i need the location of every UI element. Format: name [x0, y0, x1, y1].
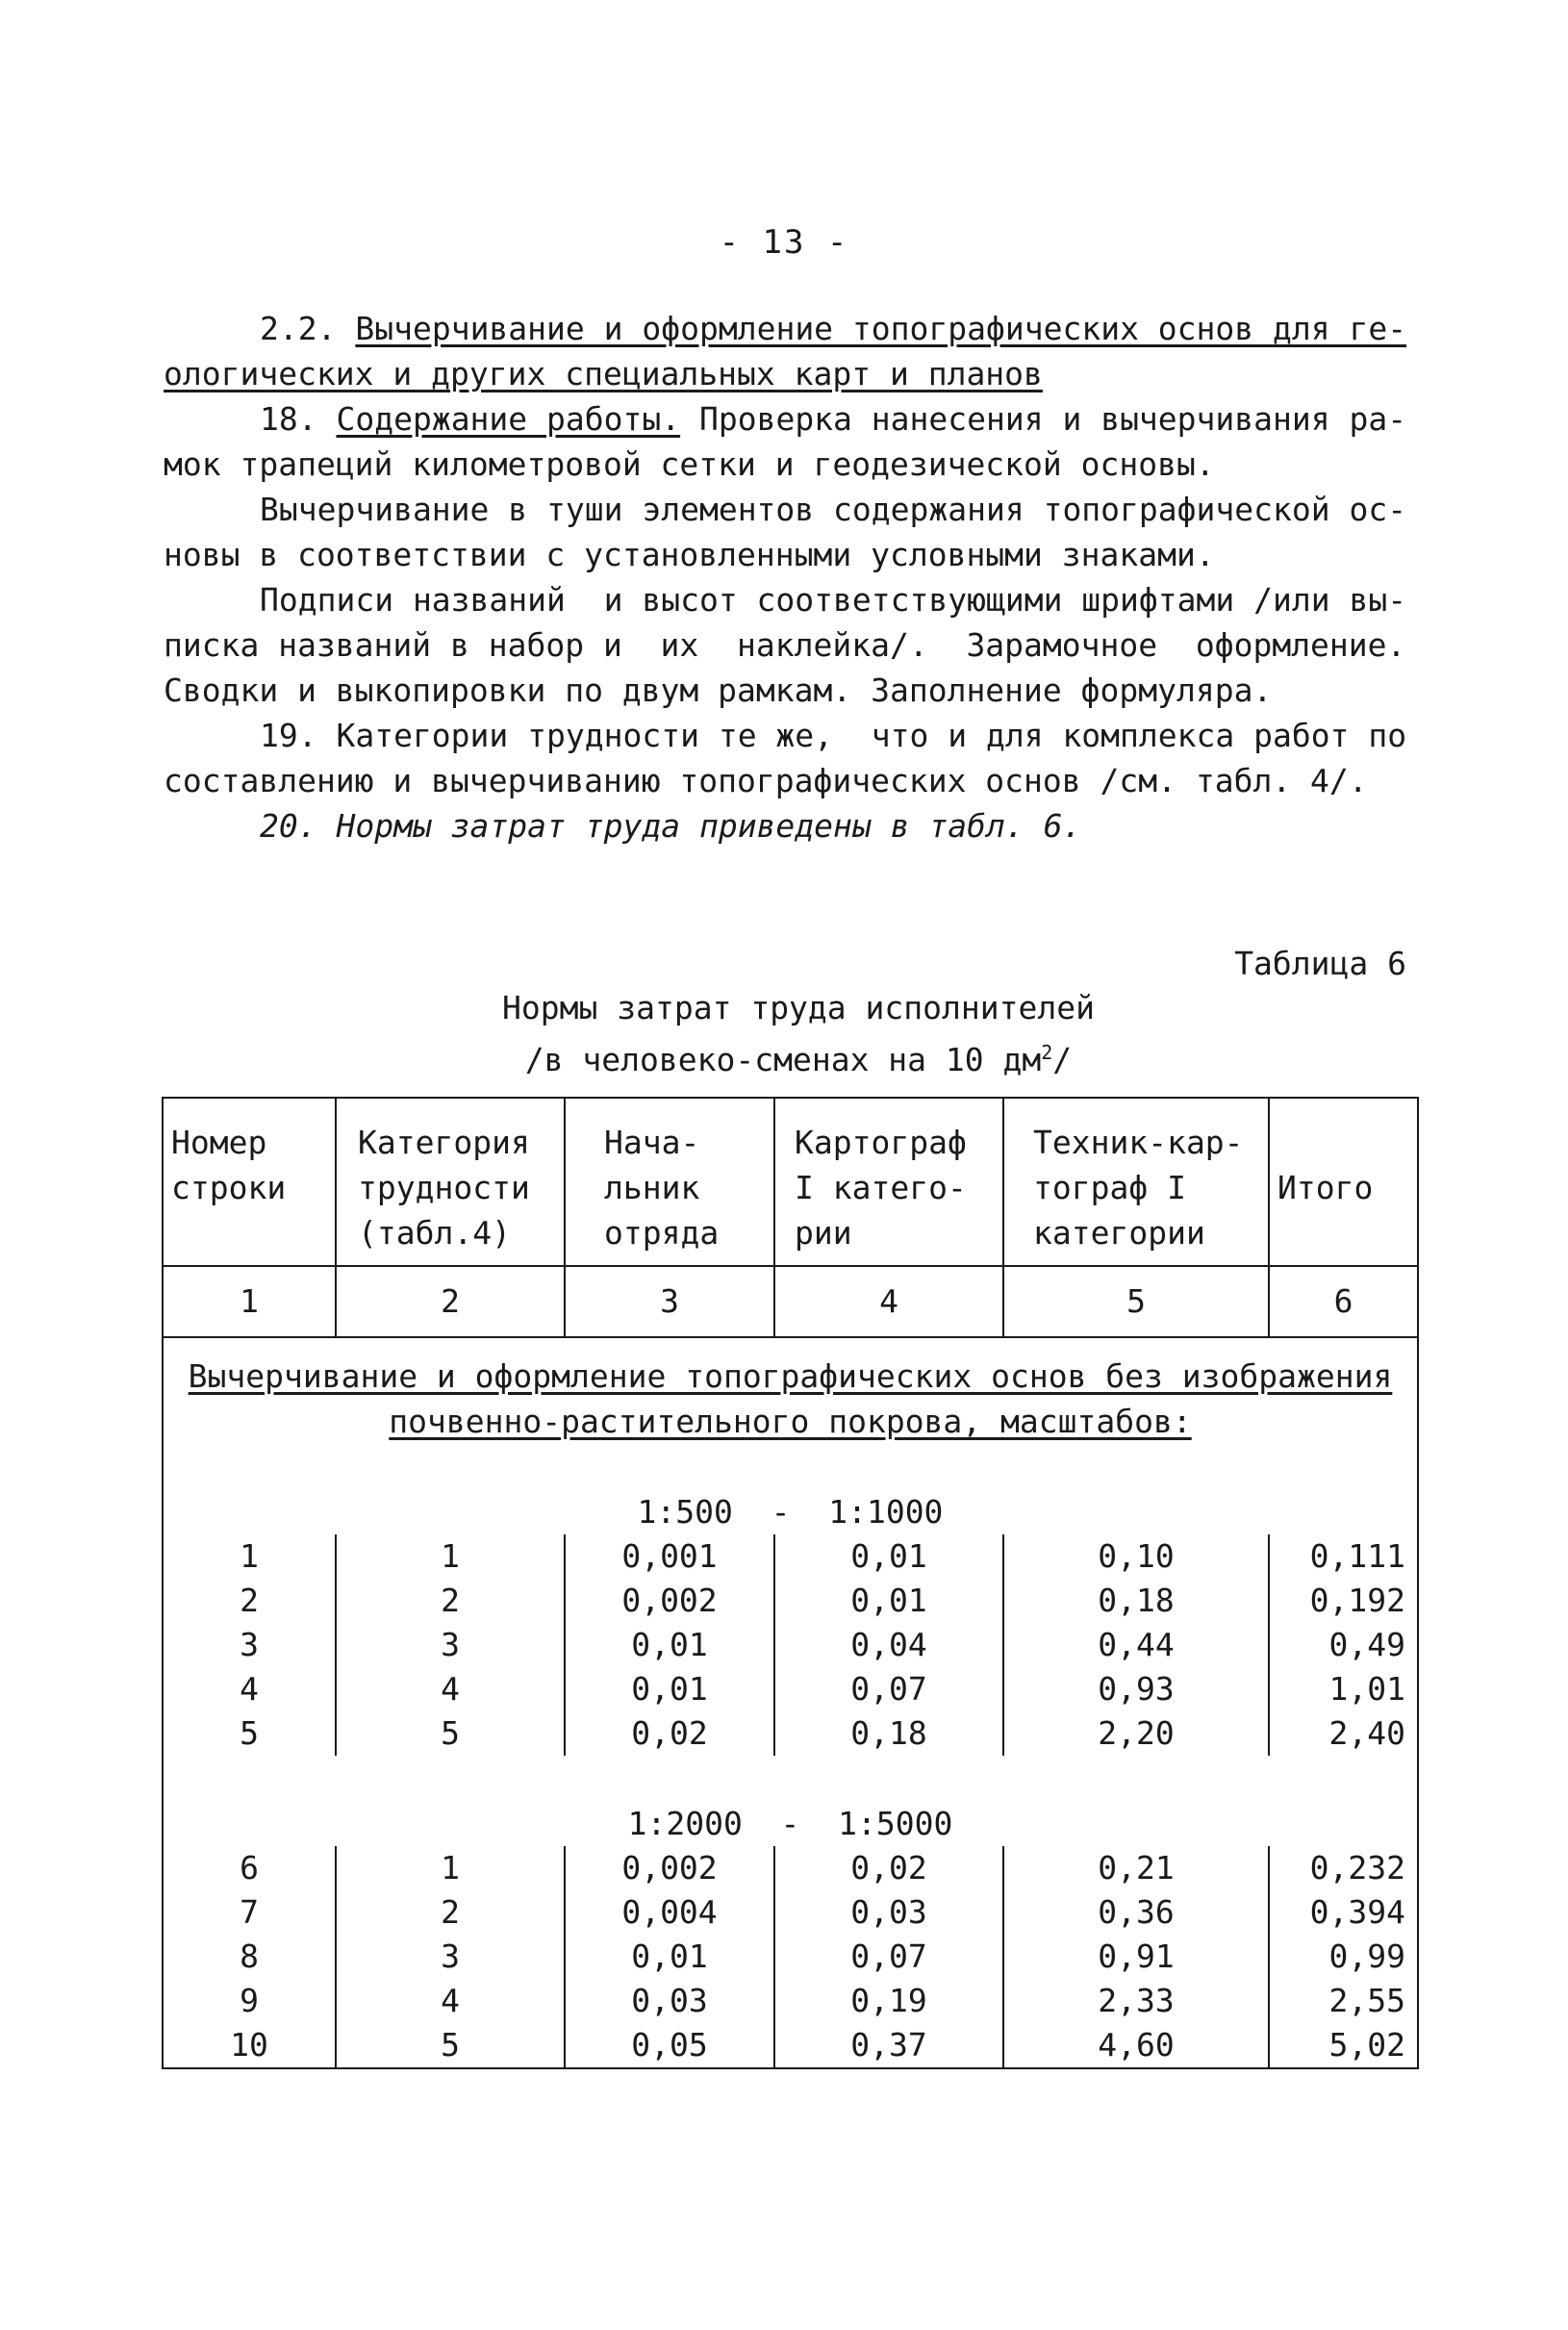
table-cell: 4 [336, 1979, 565, 2023]
section-title-cell [163, 1337, 1418, 1444]
table-cell: 1 [163, 1534, 336, 1579]
table-cell: 3 [336, 1623, 565, 1667]
section-title-2: ологических и других специальных карт и планов [164, 355, 1043, 393]
table-title-line2: /в человеко-сменах на 10 $дм^2/$ [524, 1041, 1073, 1078]
table-cell: 4,60 [1003, 2023, 1269, 2068]
table-cell: 0,19 [774, 1979, 1003, 2023]
para-ink-line1: Вычерчивание в туши элементов содержания топографической ос- [260, 491, 1407, 528]
para18-line2: мок трапеций километровой сетки и геодезической основы. [164, 445, 1215, 483]
table-header-row [163, 1098, 1418, 1266]
para-ink-line2: новы в соответствии с установленными условными знаками. [164, 536, 1215, 573]
norms-table-body [163, 1098, 1418, 2068]
table-cell: 0,111 [1269, 1534, 1418, 1579]
table-cell: 4 [336, 1667, 565, 1711]
header-col-6: Итого [1269, 1098, 1418, 1266]
table-label: Таблица 6 [1234, 945, 1406, 982]
table-cell: 0,37 [774, 2023, 1003, 2068]
table-cell: 5 [336, 1711, 565, 1756]
table-cell: 0,001 [565, 1534, 774, 1579]
para-labels-line3: Сводки и выкопировки по двум рамкам. Заполнение формуляра. [164, 671, 1273, 709]
table-cell: 0,44 [1003, 1623, 1269, 1667]
table-cell: 5 [163, 1711, 336, 1756]
header-col-4: Картограф I катего- рии [774, 1098, 1003, 1266]
table-cell: 0,10 [1003, 1534, 1269, 1579]
table-title-line1: Нормы затрат труда исполнителей [502, 989, 1095, 1026]
table-row [163, 1890, 1418, 1935]
table-cell: 2 [163, 1579, 336, 1623]
para18-text: Проверка нанесения и вычерчивания ра- [680, 400, 1407, 438]
table-cell: 9 [163, 1979, 336, 2023]
scale-label: 1:500 - 1:1000 [163, 1444, 1418, 1534]
table-row [163, 1534, 1418, 1579]
header-col-1: Номер строки [163, 1098, 336, 1266]
table-cell: 0,91 [1003, 1935, 1269, 1979]
table-cell: 0,002 [565, 1846, 774, 1890]
table-cell: 0,01 [565, 1623, 774, 1667]
para19-line2: составлению и вычерчиванию топографических основ /см. табл. 4/. [164, 762, 1368, 799]
table-cell: 0,002 [565, 1579, 774, 1623]
table-cell: 10 [163, 2023, 336, 2068]
header-col-3: Нача- льник отряда [565, 1098, 774, 1266]
section-heading-line2 [164, 351, 1404, 396]
table-cell: 0,07 [774, 1935, 1003, 1979]
col-number: 4 [774, 1266, 1003, 1337]
header-col-2: Категория трудности (табл.4) [336, 1098, 565, 1266]
table-cell: 0,192 [1269, 1579, 1418, 1623]
para-labels-line1: Подписи названий и высот соответствующими шрифтами /или вы- [260, 581, 1407, 619]
header-col-5: Техник-кар- тограф I категории [1003, 1098, 1269, 1266]
table-row [163, 1846, 1418, 1890]
table-cell: 2 [336, 1579, 565, 1623]
section-heading-line1 [164, 306, 1407, 351]
para18-line1 [164, 396, 1407, 442]
table-cell: 0,01 [774, 1534, 1003, 1579]
table-cell: 0,03 [565, 1979, 774, 2023]
table-cell: 2,55 [1269, 1979, 1418, 2023]
table-section-title-2: почвенно-растительного покрова, масштабов: [389, 1403, 1192, 1440]
table-cell: 0,18 [1003, 1579, 1269, 1623]
table-cell: 2,40 [1269, 1711, 1418, 1756]
table-cell: 0,49 [1269, 1623, 1418, 1667]
norms-table [162, 1097, 1419, 2069]
table-cell: 1,01 [1269, 1667, 1418, 1711]
col-number: 2 [336, 1266, 565, 1337]
table-cell: 0,01 [565, 1935, 774, 1979]
scale-row [163, 1444, 1418, 1534]
table-cell: 0,04 [774, 1623, 1003, 1667]
table-cell: 0,21 [1003, 1846, 1269, 1890]
body-text [164, 306, 1407, 848]
table-cell: 6 [163, 1846, 336, 1890]
col-number: 6 [1269, 1266, 1418, 1337]
scale-row [163, 1756, 1418, 1846]
section-number: 2.2. [260, 310, 337, 347]
table-cell: 0,07 [774, 1667, 1003, 1711]
section-title-1: Вычерчивание и оформление топографических основ для ге- [355, 310, 1407, 347]
col-number: 5 [1003, 1266, 1269, 1337]
table-row [163, 1623, 1418, 1667]
table-cell: 0,03 [774, 1890, 1003, 1935]
table-cell: 5 [336, 2023, 565, 2068]
column-number-row [163, 1266, 1418, 1337]
table-row [163, 1979, 1418, 2023]
table-cell: 2 [336, 1890, 565, 1935]
para18-heading: Содержание работы. [336, 400, 681, 438]
table-row [163, 1667, 1418, 1711]
table-cell: 2,20 [1003, 1711, 1269, 1756]
table-section-title-1: Вычерчивание и оформление топографических основ без изображения [188, 1357, 1393, 1395]
table-row [163, 1711, 1418, 1756]
col-number: 3 [565, 1266, 774, 1337]
table-cell: 3 [336, 1935, 565, 1979]
table-cell: 5,02 [1269, 2023, 1418, 2068]
table-cell: 0,02 [565, 1711, 774, 1756]
table-cell: 0,01 [565, 1667, 774, 1711]
table-cell: 7 [163, 1890, 336, 1935]
page-number: - 13 - [719, 223, 849, 262]
table-cell: 0,99 [1269, 1935, 1418, 1979]
table-cell: 8 [163, 1935, 336, 1979]
table-title [0, 985, 1568, 1082]
table-cell: 1 [336, 1846, 565, 1890]
table-row [163, 2023, 1418, 2068]
table-cell: 4 [163, 1667, 336, 1711]
table-row [163, 1935, 1418, 1979]
para-labels-line2: писка названий в набор и их наклейка/. Зарамочное оформление. [164, 626, 1406, 664]
table-cell: 0,93 [1003, 1667, 1269, 1711]
table-cell: 2,33 [1003, 1979, 1269, 2023]
table-row [163, 1579, 1418, 1623]
table-cell: 0,004 [565, 1890, 774, 1935]
table-cell: 1 [336, 1534, 565, 1579]
table-cell: 0,36 [1003, 1890, 1269, 1935]
col-number: 1 [163, 1266, 336, 1337]
table-cell: 0,05 [565, 2023, 774, 2068]
para18-number: 18. [260, 400, 317, 438]
table-cell: 0,01 [774, 1579, 1003, 1623]
scale-label: 1:2000 - 1:5000 [163, 1756, 1418, 1846]
para19-line1: 19. Категории трудности те же, что и для комплекса работ по [260, 717, 1407, 754]
section-title-row [163, 1337, 1418, 1444]
table-cell: 3 [163, 1623, 336, 1667]
para20-line1: 20. Нормы затрат труда приведены в табл. 6. [260, 807, 1082, 845]
table-cell: 0,394 [1269, 1890, 1418, 1935]
table-cell: 0,18 [774, 1711, 1003, 1756]
table-cell: 0,232 [1269, 1846, 1418, 1890]
table-cell: 0,02 [774, 1846, 1003, 1890]
